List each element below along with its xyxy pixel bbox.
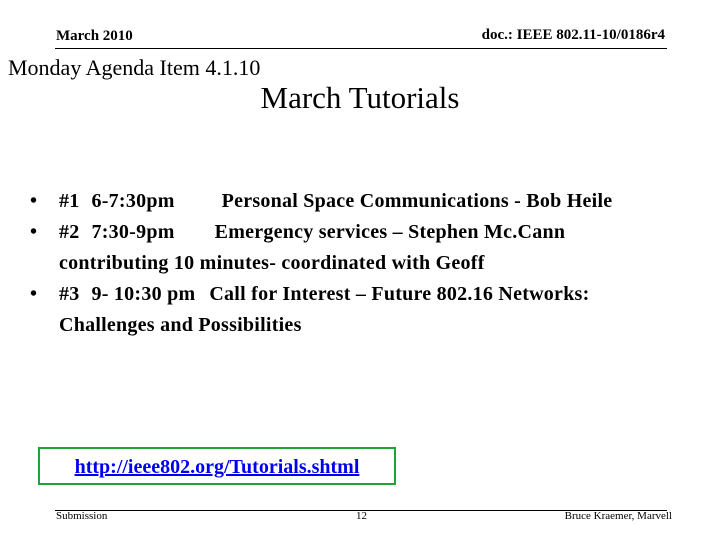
slide-title: March Tutorials bbox=[260, 80, 460, 115]
footer-author: Bruce Kraemer, Marvell bbox=[564, 510, 672, 522]
tutorials-link[interactable]: http://ieee802.org/Tutorials.shtml bbox=[74, 456, 360, 478]
bullet-item-2 bbox=[30, 217, 670, 279]
bullet-description: Personal Space Communications - Bob Heile bbox=[221, 190, 613, 212]
bullet-marker: • bbox=[30, 190, 38, 212]
header-doc-id: doc.: IEEE 802.11-10/0186r4 bbox=[481, 27, 665, 43]
agenda-item: Monday Agenda Item 4.1.10 bbox=[8, 55, 261, 80]
bullet-list bbox=[30, 186, 670, 341]
bullet-item-1 bbox=[30, 186, 670, 217]
bullet-number: #3 bbox=[59, 283, 80, 305]
header-divider bbox=[55, 48, 667, 49]
footer-page-number: 12 bbox=[356, 510, 367, 522]
bullet-text bbox=[59, 217, 670, 279]
footer-submission: Submission bbox=[56, 510, 108, 522]
bullet-time: 9- 10:30 pm bbox=[91, 283, 196, 305]
bullet-text bbox=[59, 186, 670, 217]
bullet-description: Emergency services – Stephen Mc.Cann contributing 10 minutes- coordinated with Geoff bbox=[59, 221, 566, 274]
bullet-item-3 bbox=[30, 279, 670, 341]
link-box bbox=[38, 447, 396, 485]
bullet-description: Call for Interest – Future 802.16 Networks: Challenges and Possibilities bbox=[59, 283, 590, 336]
bullet-marker: • bbox=[30, 221, 38, 243]
bullet-number: #2 bbox=[59, 221, 80, 243]
bullet-number: #1 bbox=[59, 190, 80, 212]
bullet-time: 7:30-9pm bbox=[91, 221, 175, 243]
bullet-time: 6-7:30pm bbox=[91, 190, 175, 212]
bullet-text bbox=[59, 279, 670, 341]
bullet-marker: • bbox=[30, 283, 38, 305]
header-date: March 2010 bbox=[56, 28, 133, 44]
